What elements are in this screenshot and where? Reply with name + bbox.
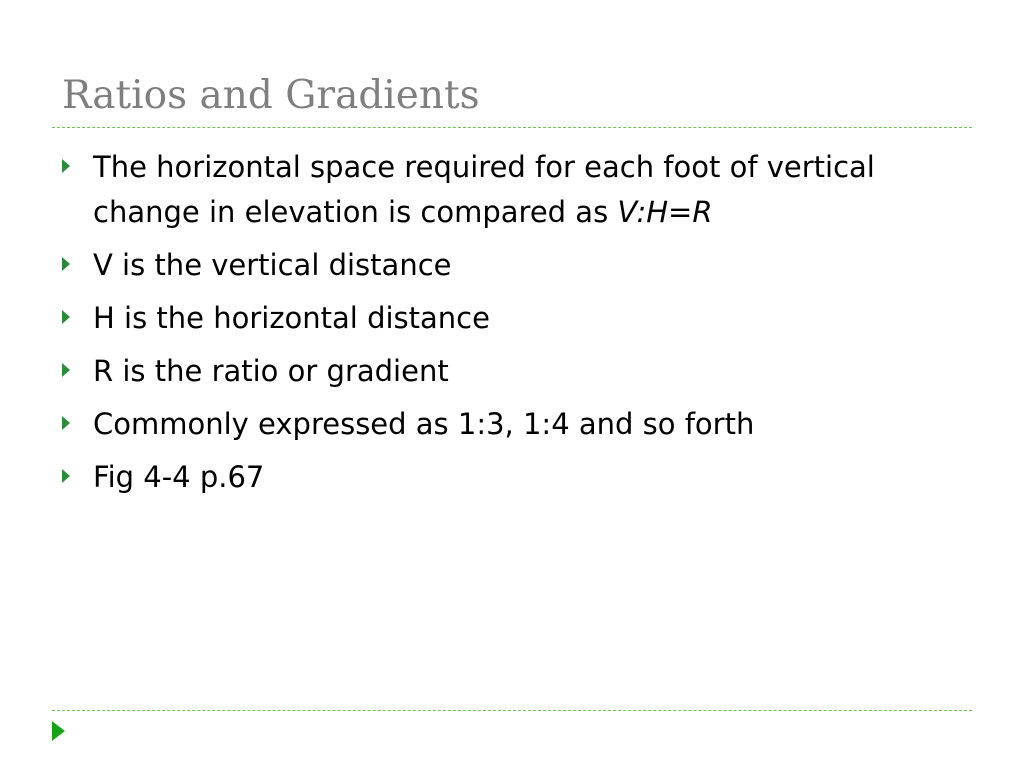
bullet-triangle-icon — [62, 363, 70, 377]
bullet-text: V is the vertical distance — [93, 248, 452, 282]
footer-divider — [52, 710, 972, 711]
bullet-triangle-icon — [62, 310, 70, 324]
bullet-text: H is the horizontal distance — [93, 301, 490, 335]
slide-title: Ratios and Gradients — [62, 73, 480, 118]
title-divider — [52, 127, 972, 128]
bullet-text: R is the ratio or gradient — [93, 354, 449, 388]
play-triangle-icon[interactable] — [52, 721, 65, 741]
bullet-text: The horizontal space required for each foot of vertical change in elevation is compared as — [93, 150, 875, 229]
bullet-triangle-icon — [62, 416, 70, 430]
bullet-item — [62, 145, 962, 235]
bullet-list — [62, 145, 962, 508]
bullet-triangle-icon — [62, 257, 70, 271]
bullet-triangle-icon — [62, 469, 70, 483]
bullet-text: Commonly expressed as 1:3, 1:4 and so forth — [93, 407, 755, 441]
bullet-item — [62, 455, 962, 500]
bullet-item — [62, 349, 962, 394]
bullet-item — [62, 296, 962, 341]
bullet-text: Fig 4-4 p.67 — [93, 460, 265, 494]
bullet-item — [62, 243, 962, 288]
bullet-item — [62, 402, 962, 447]
bullet-triangle-icon — [62, 159, 70, 173]
bullet-formula: V:H=R — [617, 195, 713, 229]
